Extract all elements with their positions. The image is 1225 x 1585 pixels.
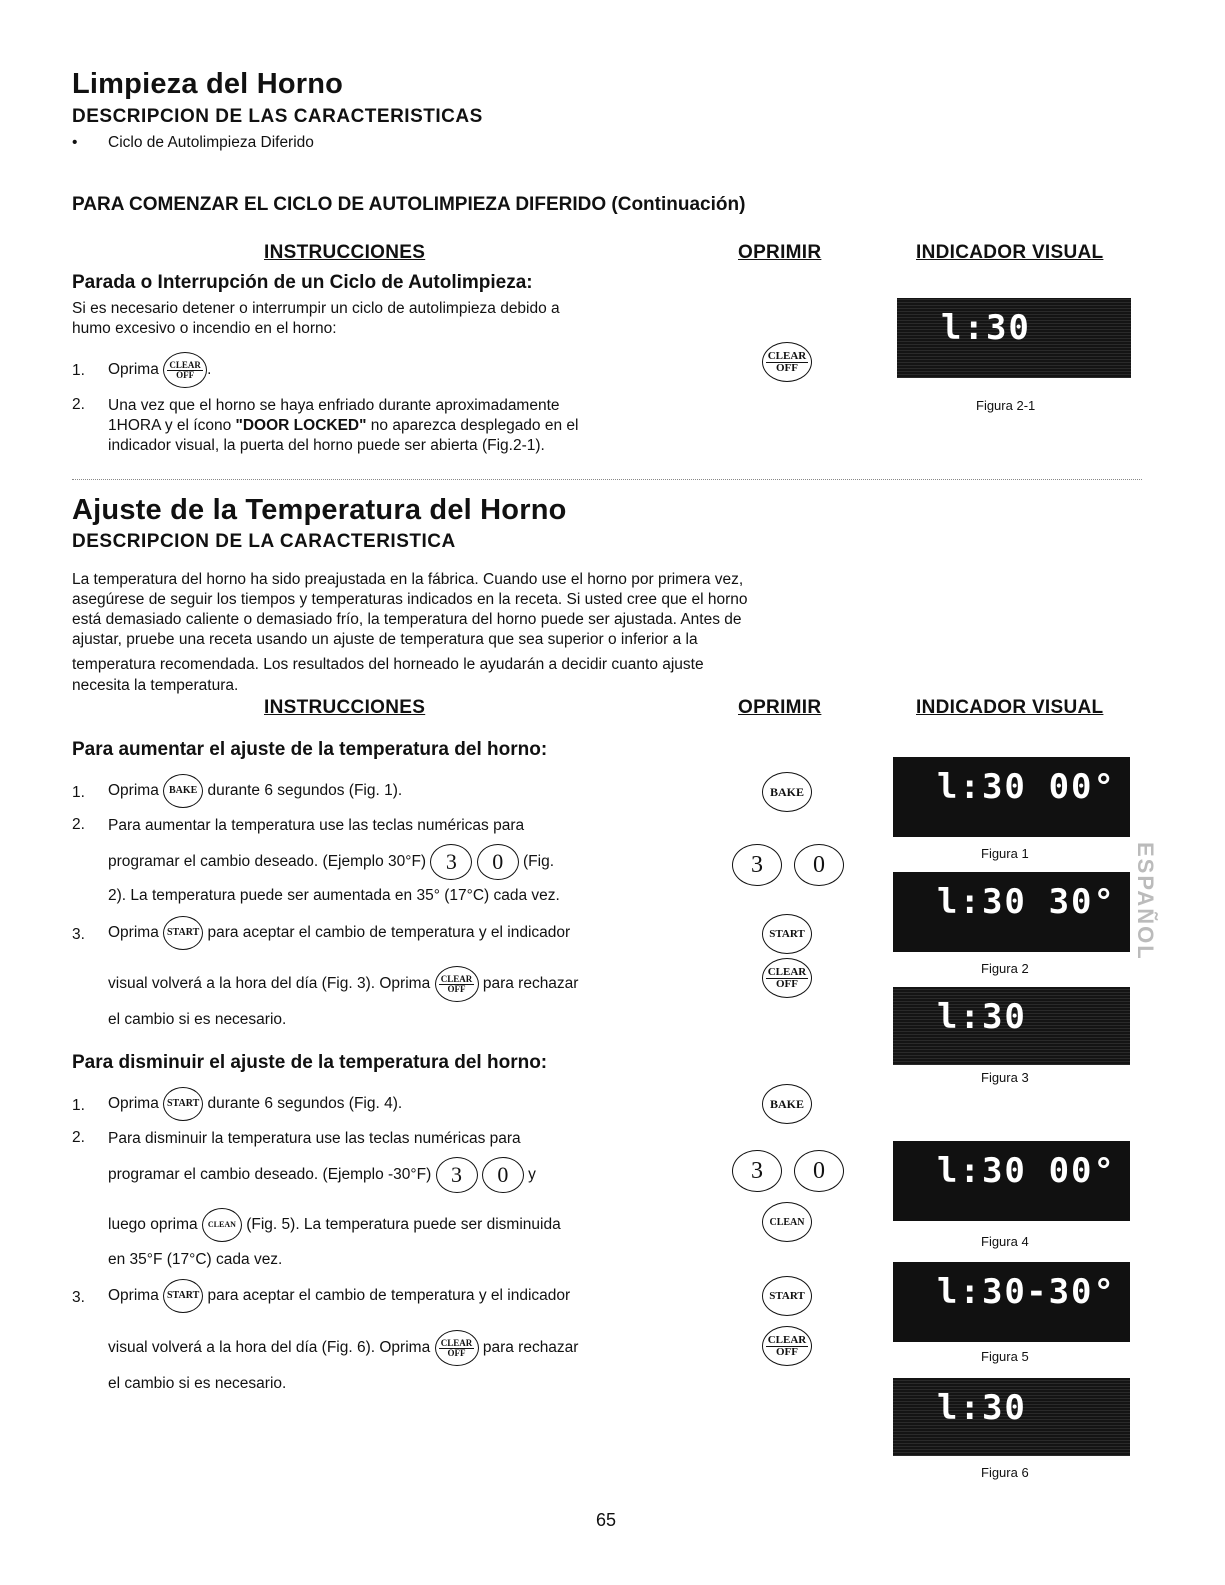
dec-step3-text-a: Oprima — [108, 1287, 159, 1305]
clean-label: CLEAN — [769, 1216, 805, 1228]
inc-step1 — [108, 774, 402, 808]
dec-step1-text-b: durante 6 segundos (Fig. 4). — [207, 1095, 403, 1113]
start-key-icon — [762, 914, 812, 954]
display-time: l:30 — [937, 1151, 1027, 1191]
dec-step1 — [108, 1087, 402, 1121]
inc-step1-text-a: Oprima — [108, 782, 159, 800]
off-label: OFF — [447, 983, 466, 994]
clear-label: CLEAR — [440, 1337, 473, 1348]
bullet-dot: • — [72, 134, 78, 151]
bake-key-icon — [762, 772, 812, 812]
digit-label: 3 — [751, 851, 763, 878]
clear-off-key-icon — [762, 1326, 812, 1366]
digit-label: 0 — [813, 1157, 825, 1184]
step2-line3: indicador visual, la puerta del horno puede ser abierta (Fig.2-1). — [108, 437, 545, 454]
col-instructions-header: INSTRUCCIONES — [264, 697, 426, 718]
dec-step2-line3 — [108, 1208, 561, 1242]
digit-0-key-icon — [794, 844, 844, 886]
inc-step2-line1: Para aumentar la temperatura use las teclas numéricas para — [108, 817, 525, 834]
bullet-item — [72, 133, 314, 153]
clear-off-key-icon — [435, 1330, 479, 1366]
start-key-icon — [163, 1279, 203, 1313]
bake-key-icon — [762, 1084, 812, 1124]
dec-step3-text-b: para aceptar el cambio de temperatura y el indicador — [207, 1287, 571, 1305]
language-side-label: ESPAÑOL — [1133, 842, 1158, 961]
inc-step2-line3: 2). La temperatura puede ser aumentada en 35° (17°C) cada vez. — [108, 887, 560, 904]
description-line: ajustar, pruebe una receta usando un ajuste de temperatura que sea superior o inferior a la — [72, 631, 698, 648]
step2-text-a: 1HORA y el ícono — [108, 417, 236, 434]
figure-caption: Figura 5 — [981, 1349, 1029, 1364]
inc-step2-text-a: programar el cambio deseado. (Ejemplo 30°F) — [108, 853, 427, 871]
figure-caption: Figura 3 — [981, 1070, 1029, 1085]
step-number: 2. — [72, 396, 85, 413]
page-number: 65 — [596, 1510, 617, 1530]
display-time: l:30 — [937, 997, 1027, 1037]
dec-step2-text-b: y — [528, 1166, 536, 1184]
step-number: 1. — [72, 1097, 85, 1114]
step-number: 3. — [72, 1289, 85, 1306]
bake-label: BAKE — [168, 785, 198, 796]
col-display-header: INDICADOR VISUAL — [916, 697, 1104, 718]
inc-step3-text-a: Oprima — [108, 924, 159, 942]
figure-caption: Figura 2 — [981, 961, 1029, 976]
figure-caption: Figura 1 — [981, 846, 1029, 861]
display-fig-4 — [893, 1141, 1130, 1221]
digit-0-key-icon — [794, 1150, 844, 1192]
dec-step3-text-c: visual volverá a la hora del día (Fig. 6). Oprima — [108, 1339, 431, 1357]
increase-heading: Para aumentar el ajuste de la temperatura del horno: — [72, 739, 548, 760]
dec-step3-line2 — [108, 1330, 578, 1366]
figure-caption: Figura 2-1 — [976, 398, 1036, 413]
off-label: OFF — [776, 977, 798, 990]
display-temp: -30° — [1026, 1272, 1116, 1312]
bake-label: BAKE — [769, 784, 804, 799]
digit-label: 3 — [751, 1157, 763, 1184]
digit-label: 3 — [445, 849, 457, 874]
description-line: asegúrese de seguir los tiempos y temperaturas indicados en la receta. Si usted cree que el horno — [72, 591, 748, 608]
section1-title: Limpieza del Horno — [72, 68, 344, 100]
display-temp: 00° — [1048, 767, 1116, 807]
digit-label: 3 — [451, 1162, 463, 1187]
dec-step2-text-c: luego oprima — [108, 1216, 198, 1234]
dec-step2-text-d: (Fig. 5). La temperatura puede ser disminuida — [246, 1216, 561, 1234]
stop-intro-line1: Si es necesario detener o interrumpir un ciclo de autolimpieza debido a — [72, 300, 560, 317]
decrease-heading: Para disminuir el ajuste de la temperatura del horno: — [72, 1052, 548, 1073]
display-fig-2-1 — [897, 298, 1131, 378]
display-time: l:30 — [937, 1388, 1027, 1428]
inc-step3-line3: el cambio si es necesario. — [108, 1011, 287, 1028]
start-label: START — [167, 927, 200, 938]
section2-subtitle: DESCRIPCION DE LA CARACTERISTICA — [72, 531, 456, 552]
dec-step2-line1: Para disminuir la temperatura use las teclas numéricas para — [108, 1130, 521, 1147]
step1-text: Oprima — [108, 361, 159, 379]
clear-off-key-icon — [163, 352, 207, 388]
step-number: 2. — [72, 816, 85, 833]
dec-step3-text-d: para rechazar — [482, 1339, 579, 1357]
clear-off-key-icon — [762, 342, 812, 382]
display-time: l:30 — [937, 882, 1027, 922]
inc-step3-line1 — [108, 916, 570, 950]
clear-label: CLEAR — [767, 965, 807, 978]
dec-step3-line1 — [108, 1279, 570, 1313]
section1-subtitle: DESCRIPCION DE LAS CARACTERISTICAS — [72, 106, 483, 127]
display-fig-6 — [893, 1378, 1130, 1456]
col-press-header: OPRIMIR — [738, 697, 822, 718]
step-number: 3. — [72, 926, 85, 943]
col-press-header: OPRIMIR — [738, 242, 822, 263]
figure-caption: Figura 4 — [981, 1234, 1029, 1249]
clear-off-key-icon — [435, 966, 479, 1002]
step-number: 2. — [72, 1129, 85, 1146]
bake-key-icon — [163, 774, 203, 808]
start-label: START — [769, 928, 805, 940]
door-locked-label: "DOOR LOCKED" — [235, 417, 367, 434]
clear-off-key-icon — [762, 958, 812, 998]
inc-step2-line2 — [108, 844, 554, 880]
clean-label: CLEAN — [207, 1220, 236, 1229]
step2-text-c: no aparezca desplegado en el — [366, 417, 579, 434]
digit-3-key-icon — [436, 1157, 478, 1193]
start-key-icon — [163, 916, 203, 950]
digit-label: 0 — [813, 851, 825, 878]
display-fig-5 — [893, 1262, 1130, 1342]
start-key-icon — [163, 1087, 203, 1121]
col-display-header: INDICADOR VISUAL — [916, 242, 1104, 263]
step-number: 1. — [72, 784, 85, 801]
description-line: La temperatura del horno ha sido preajustada en la fábrica. Cuando use el horno por primera vez, — [72, 571, 744, 588]
digit-3-key-icon — [430, 844, 472, 880]
dec-step3-line3: el cambio si es necesario. — [108, 1375, 287, 1392]
dec-step2-line4: en 35°F (17°C) cada vez. — [108, 1251, 283, 1268]
description-line: necesita la temperatura. — [72, 677, 239, 694]
bullet-text: Ciclo de Autolimpieza Diferido — [108, 134, 314, 151]
inc-step1-text-b: durante 6 segundos (Fig. 1). — [207, 782, 403, 800]
step1-period: . — [207, 361, 212, 379]
start-key-icon — [762, 1276, 812, 1316]
inc-step3-text-b: para aceptar el cambio de temperatura y el indicador — [207, 924, 571, 942]
display-temp: 30° — [1048, 882, 1116, 922]
display-temp: 00° — [1048, 1151, 1116, 1191]
start-label: START — [769, 1290, 805, 1302]
step2-line1: Una vez que el horno se haya enfriado durante aproximadamente — [108, 397, 560, 414]
description-line: temperatura recomendada. Los resultados del horneado le ayudarán a decidir cuanto ajuste — [72, 656, 704, 673]
clear-label: CLEAR — [440, 973, 473, 984]
step-number: 1. — [72, 362, 85, 379]
off-label: OFF — [176, 369, 195, 380]
digit-0-key-icon — [482, 1157, 524, 1193]
clear-label: CLEAR — [767, 349, 807, 362]
display-fig-2 — [893, 872, 1130, 952]
display-fig-1 — [893, 757, 1130, 837]
start-label: START — [167, 1098, 200, 1109]
section2-title: Ajuste de la Temperatura del Horno — [72, 494, 567, 526]
dec-step2-line2 — [108, 1157, 536, 1193]
clean-key-icon — [762, 1202, 812, 1242]
off-label: OFF — [447, 1347, 466, 1358]
display-time: l:30 — [937, 1272, 1027, 1312]
main-heading: PARA COMENZAR EL CICLO DE AUTOLIMPIEZA DIFERIDO (Continuación) — [72, 194, 746, 215]
figure-caption: Figura 6 — [981, 1465, 1029, 1480]
inc-step2-text-b: (Fig. — [523, 853, 555, 871]
stop-intro-line2: humo excesivo o incendio en el horno: — [72, 320, 337, 337]
dec-step2-text-a: programar el cambio deseado. (Ejemplo -30°F) — [108, 1166, 432, 1184]
inc-step3-text-d: para rechazar — [482, 975, 579, 993]
digit-0-key-icon — [477, 844, 519, 880]
digit-3-key-icon — [732, 844, 782, 886]
display-fig-3 — [893, 987, 1130, 1065]
inc-step3-line2 — [108, 966, 578, 1002]
bake-label: BAKE — [769, 1096, 804, 1111]
display-time: l:30 — [937, 767, 1027, 807]
clean-key-icon — [202, 1208, 242, 1242]
clear-label: CLEAR — [169, 359, 201, 370]
section-divider — [72, 479, 1142, 480]
display-time: l:30 — [941, 308, 1031, 348]
inc-step3-text-c: visual volverá a la hora del día (Fig. 3). Oprima — [108, 975, 431, 993]
clear-label: CLEAR — [767, 1333, 807, 1346]
stop-heading: Parada o Interrupción de un Ciclo de Autolimpieza: — [72, 272, 533, 293]
off-label: OFF — [776, 361, 798, 374]
step1-row — [108, 352, 211, 388]
off-label: OFF — [776, 1345, 798, 1358]
description-line: está demasiado caliente o demasiado frío, la temperatura del horno puede ser ajustada. Antes de — [72, 611, 742, 628]
step2-line2 — [108, 416, 578, 436]
digit-label: 0 — [497, 1162, 509, 1187]
start-label: START — [167, 1290, 200, 1301]
digit-3-key-icon — [732, 1150, 782, 1192]
col-instructions-header: INSTRUCCIONES — [264, 242, 426, 263]
digit-label: 0 — [492, 849, 504, 874]
dec-step1-text-a: Oprima — [108, 1095, 159, 1113]
